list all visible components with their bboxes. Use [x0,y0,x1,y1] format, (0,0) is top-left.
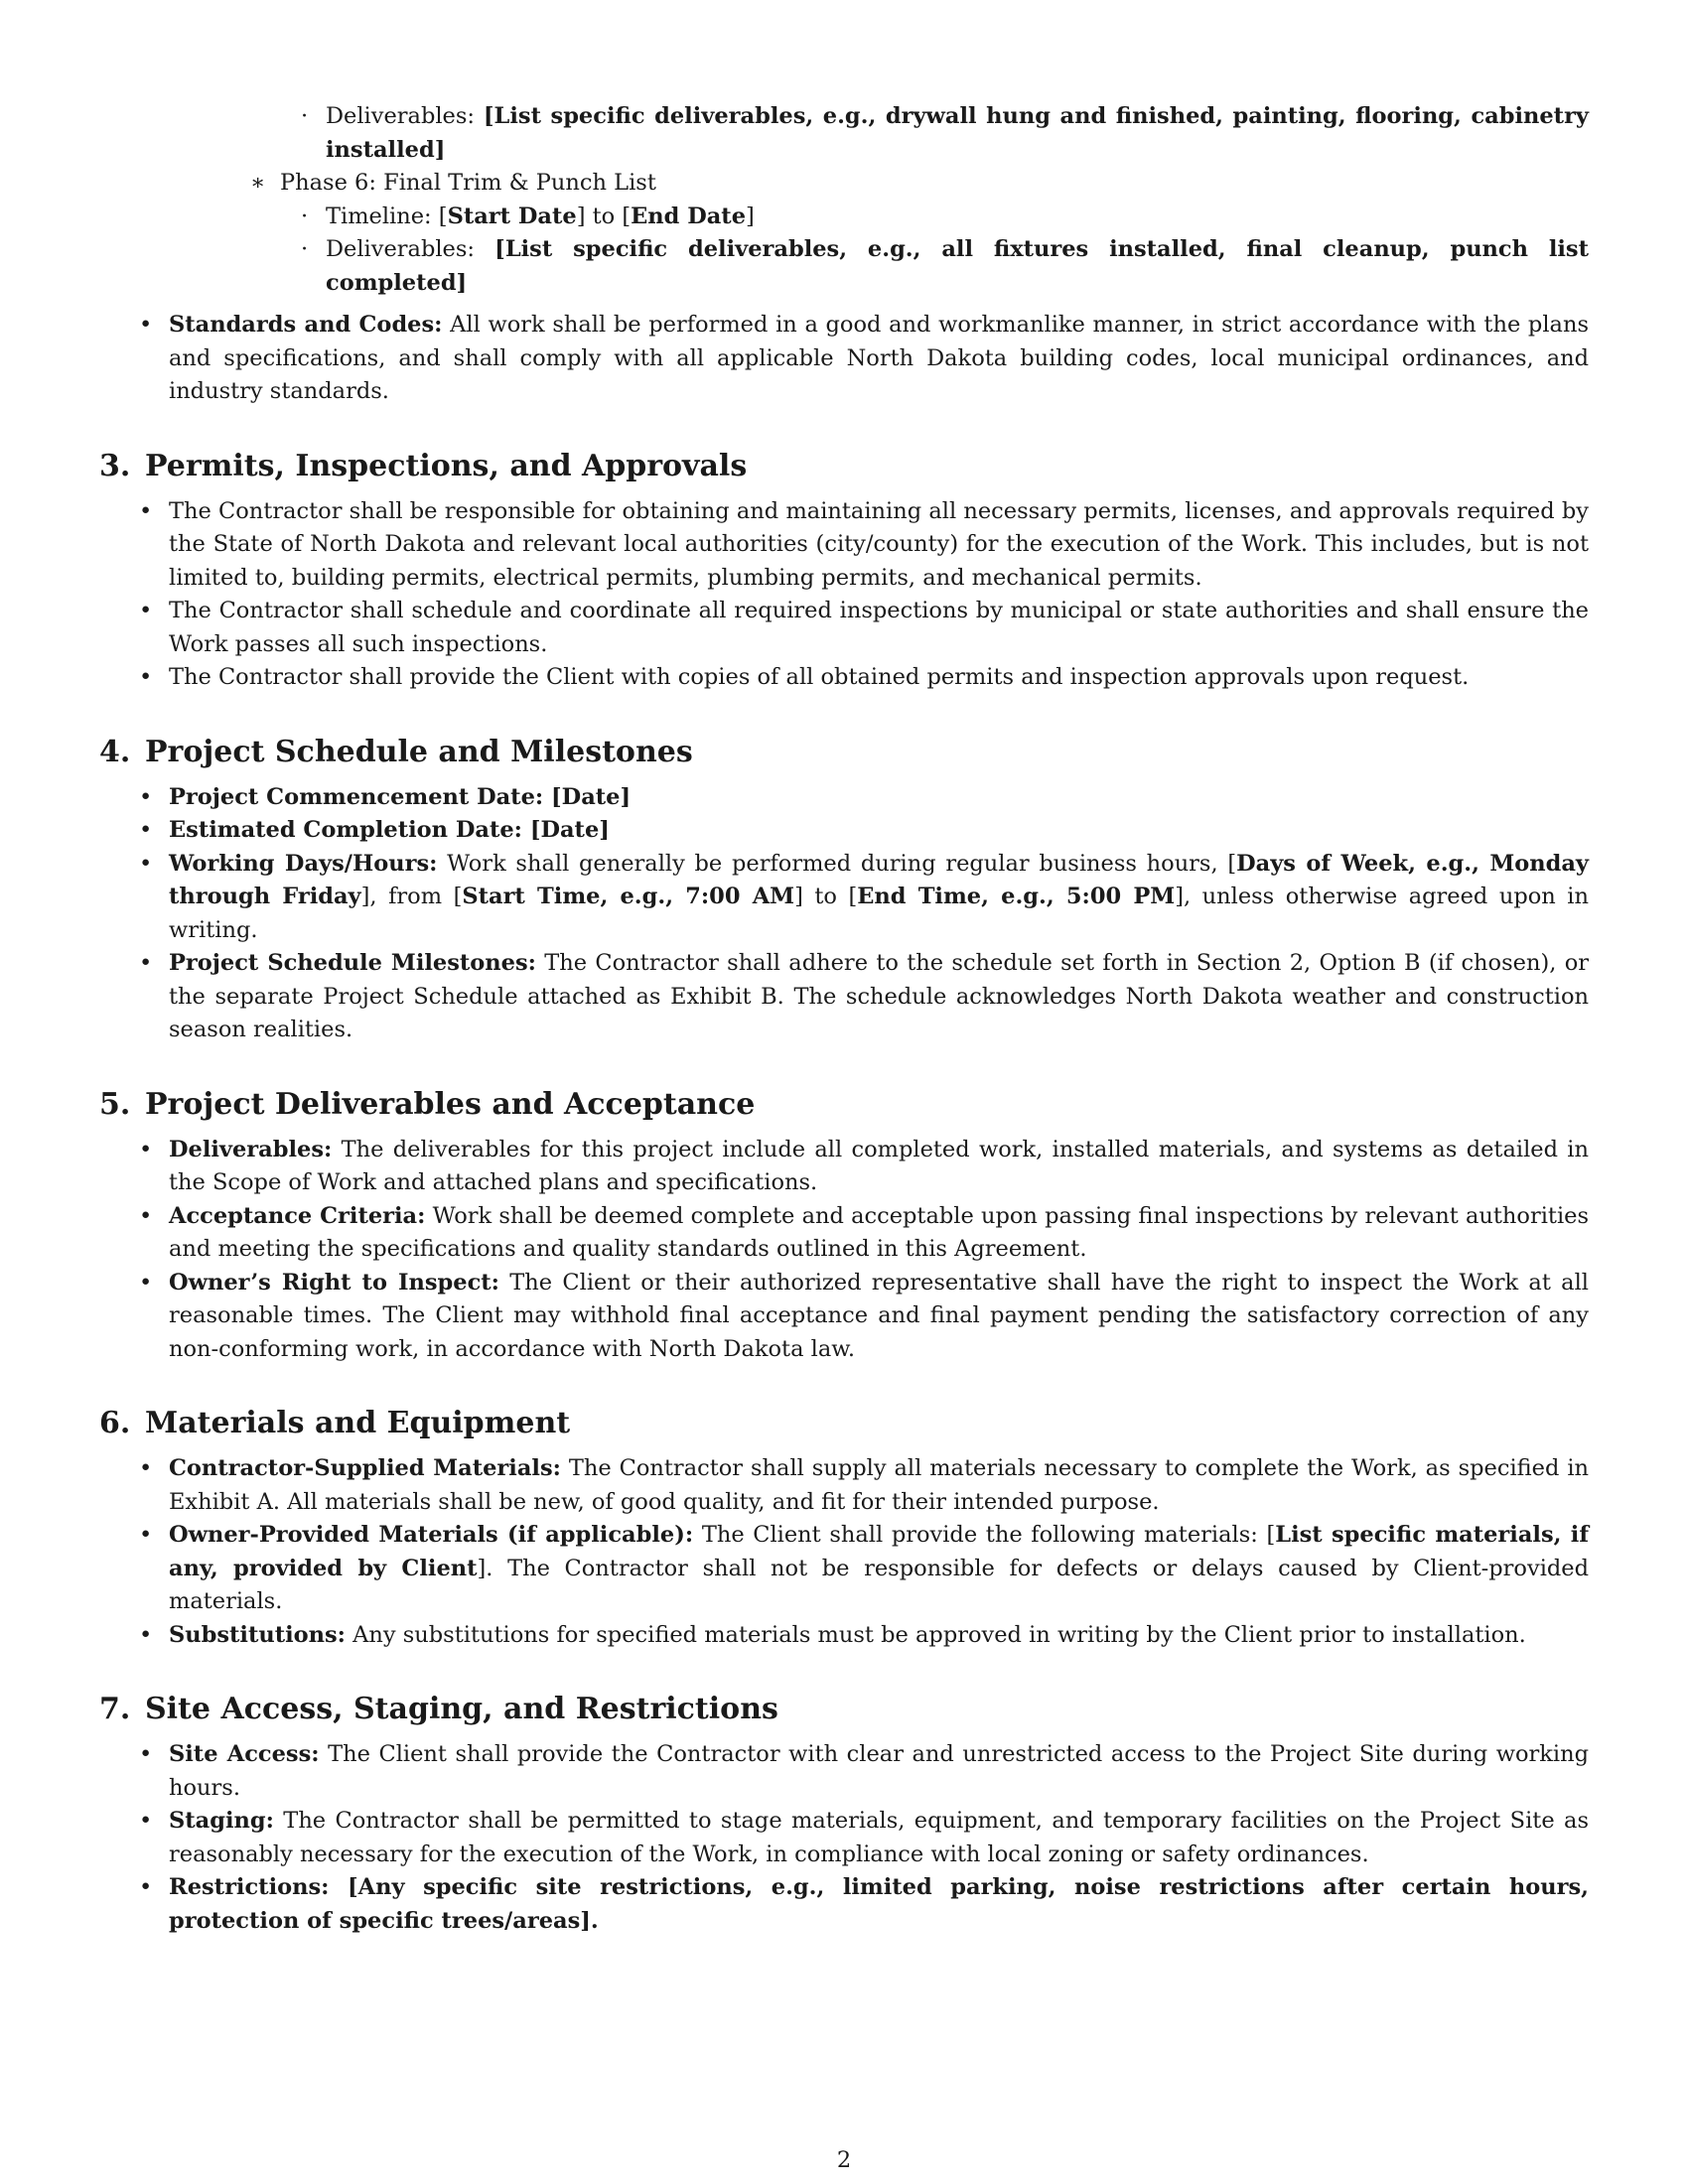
section-3 [99,447,1589,695]
milestones-text: The Contractor shall adhere to the schedule set forth in Section 2, Option B (if chosen), or the separate Project Schedule attached as Exhibit B. The schedule acknowledges North Dakota weather and construction season realities. [169,950,1589,1042]
milestones-item [99,947,1589,1047]
page-content [99,100,1589,1938]
section-4 [99,733,1589,1047]
working-days-placeholder: Days of Week, e.g., Monday through Friday [169,850,1589,909]
section-5-title: Project Deliverables and Acceptance [145,1086,756,1122]
list-item: • The Contractor shall be responsible for obtaining and maintaining all necessary permits, licenses, and approvals required by the State of North Dakota and relevant local authorities (city/county) for the execution of the Work. This includes, but is not limited to, building permits, electrical permits, plumbing permits, and mechanical permits. [99,495,1589,596]
phase5-deliverables-item [99,100,1589,167]
page-number: 2 [836,2147,852,2173]
phase-list [99,167,1589,201]
section-5-list [99,1134,1589,1367]
working-text: ] to [ [794,884,858,909]
item-text: The Contractor shall be permitted to stage materials, equipment, and temporary facilities on the Project Site as reasonably necessary for the execution of the Work, in compliance with local zoning or safety ordinances. [169,1808,1589,1867]
standards-item [99,309,1589,409]
list-item: • The Contractor shall schedule and coordinate all required inspections by municipal or state authorities and shall ensure the Work passes all such inspections. [99,595,1589,661]
section-6-title: Materials and Equipment [145,1406,571,1440]
phase6-sublist [99,201,1589,301]
phase6-label: Phase 6: Final Trim & Punch List [280,170,656,196]
item-label: Owner-Provided Materials (if applicable): [169,1522,694,1548]
section-4-number: 4. [99,734,131,769]
phase5-deliverables-label: Deliverables: [326,103,484,129]
list-item: • The Contractor shall provide the Client with copies of all obtained permits and inspection approvals upon request. [99,661,1589,695]
section-6-number: 6. [99,1406,131,1440]
commencement-value: [Date] [543,783,632,810]
standards-label: Standards and Codes: [169,312,443,338]
section-7-title: Site Access, Staging, and Restrictions [145,1692,778,1726]
bracket-close: ] [746,203,755,229]
working-text: Work shall generally be performed during regular business hours, [ [437,850,1237,877]
list-item [99,1267,1589,1367]
section-7-heading [99,1690,1589,1729]
section-5-heading [99,1085,1589,1125]
item-text: Work shall be deemed complete and acceptable upon passing final inspections by relevant authorities and meeting the specifications and quality standards outlined in this Agreement. [169,1202,1589,1262]
section-3-title: Permits, Inspections, and Approvals [145,448,748,483]
item-label: Staging: [169,1808,274,1834]
phase6-timeline-label: Timeline: [326,203,439,229]
item-text: The Client or their authorized representative shall have the right to inspect the Work at all reasonable times. The Client may withhold final acceptance and final payment pending the satisfactory correction of any non-conforming work, in accordance with North Dakota law. [169,1269,1589,1362]
standards-list [99,309,1589,409]
substitutions-item [99,1619,1589,1653]
end-time-placeholder: End Time, e.g., 5:00 PM [857,884,1176,909]
section-7 [99,1690,1589,1938]
commencement-label: Project Commencement Date: [169,783,544,810]
working-hours-item [99,848,1589,948]
phase6-deliverables-item [99,233,1589,300]
phase6-item [99,167,1589,201]
item-label: Contractor-Supplied Materials: [169,1455,561,1481]
item-text: The deliverables for this project include all completed work, installed materials, and systems as detailed in the Scope of Work and attached plans and specifications. [169,1136,1589,1195]
item-text: Any substitutions for specified materials must be approved in writing by the Client prior to installation. [345,1621,1526,1648]
working-text: ], unless otherwise agreed upon in writing. [169,884,1589,943]
item-text: The Client shall provide the following materials: [ [693,1522,1276,1548]
item-label: Owner’s Right to Inspect: [169,1269,499,1296]
phase6-timeline-item [99,201,1589,234]
list-item [99,1200,1589,1267]
timeline-to: ] to [ [576,203,632,229]
completion-value: [Date] [521,817,610,843]
section-6-heading [99,1404,1589,1443]
item-label: Deliverables: [169,1136,333,1162]
list-item [99,1738,1589,1805]
section-5-number: 5. [99,1086,131,1122]
item-label: Substitutions: [169,1621,346,1648]
section-4-heading [99,733,1589,772]
phase5-sublist [99,100,1589,167]
section-3-heading [99,447,1589,486]
bracket-open: [ [438,203,448,229]
phase5-deliverables-value: [List specific deliverables, e.g., drywall hung and finished, painting, flooring, cabinetry installed] [326,103,1589,163]
start-time-placeholder: Start Time, e.g., 7:00 AM [462,884,795,909]
item-text: The Contractor shall supply all materials necessary to complete the Work, as specified in Exhibit A. All materials shall be new, of good quality, and fit for their intended purpose. [169,1455,1590,1515]
section-7-list [99,1738,1589,1938]
section-6 [99,1404,1589,1652]
restrictions-item [99,1871,1589,1938]
commencement-item [99,781,1589,815]
owner-materials-item [99,1519,1589,1619]
standards-text: All work shall be performed in a good and workmanlike manner, in strict accordance with the plans and specifications, and shall comply with all applicable North Dakota building codes, local municipal ordinances, and industry standards. [169,312,1589,404]
completion-item [99,814,1589,848]
completion-label: Estimated Completion Date: [169,817,522,843]
section-5 [99,1085,1589,1367]
section-6-list [99,1452,1589,1652]
phase6-start-date: Start Date [447,203,577,229]
item-label: Restrictions: [169,1874,348,1900]
section-7-number: 7. [99,1692,131,1726]
section-4-list [99,781,1589,1047]
section-3-number: 3. [99,448,131,483]
contractor-materials-item [99,1452,1589,1519]
item-text: ]. The Contractor shall not be responsible for defects or delays caused by Client-provided materials. [169,1555,1590,1614]
working-text: ], from [ [360,884,463,909]
phase6-end-date: End Date [631,203,747,229]
phase6-deliverables-value: [List specific deliverables, e.g., all fixtures installed, final cleanup, punch list completed] [326,236,1589,296]
item-text: The Client shall provide the Contractor with clear and unrestricted access to the Project Site during working hours. [169,1741,1590,1801]
milestones-label: Project Schedule Milestones: [169,950,536,976]
materials-placeholder: List specific materials, if any, provided by Client [169,1522,1589,1581]
section-3-list [99,495,1589,695]
item-label: Acceptance Criteria: [169,1202,426,1229]
list-item [99,1134,1589,1200]
phase6-deliverables-label: Deliverables: [326,236,495,262]
list-item [99,1805,1589,1871]
working-label: Working Days/Hours: [169,850,438,877]
section-4-title: Project Schedule and Milestones [145,734,693,769]
restrictions-placeholder: [Any specific site restrictions, e.g., limited parking, noise restrictions after certain hours, protection of specific trees/areas]. [169,1874,1590,1934]
item-label: Site Access: [169,1741,320,1767]
